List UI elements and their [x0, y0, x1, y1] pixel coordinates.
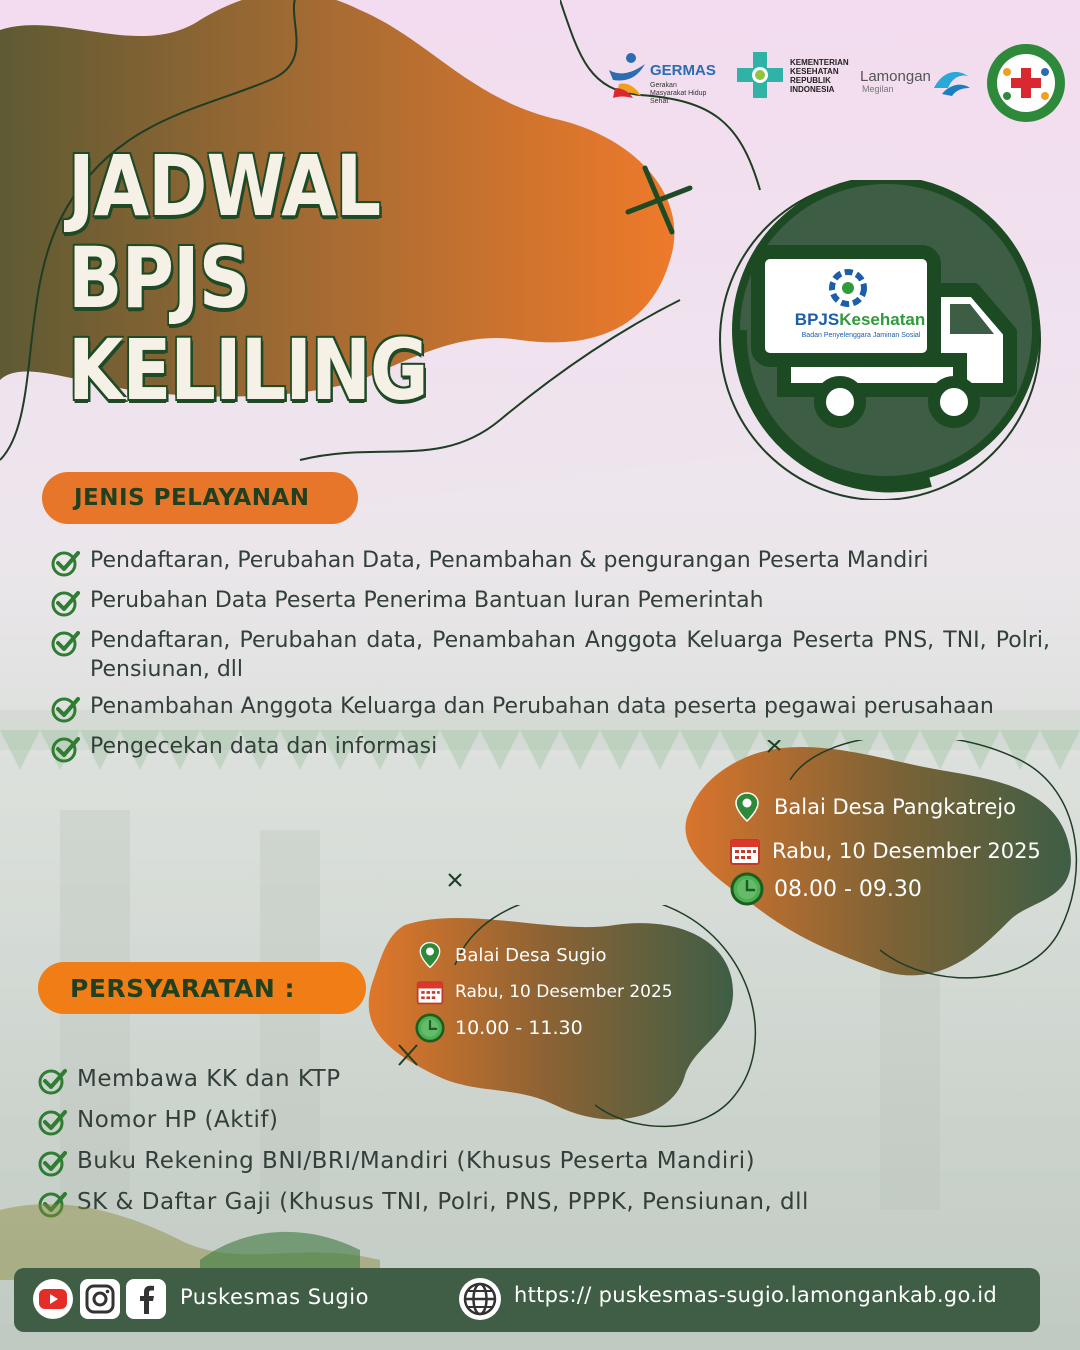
globe-icon: [458, 1277, 502, 1321]
schedule-2-time-text: 10.00 - 11.30: [455, 1017, 583, 1039]
list-item-text: Pendaftaran, Perubahan data, Penambahan Anggota Keluarga Peserta PNS, TNI, Polri, Pensiunan, dll: [90, 628, 1050, 682]
schedule-1-date: [728, 834, 1041, 868]
check-circle-icon: [37, 1148, 67, 1178]
location-pin-icon: [730, 790, 764, 824]
youtube-link[interactable]: [33, 1279, 73, 1319]
check-circle-icon: [37, 1066, 67, 1096]
list-item-text: Nomor HP (Aktif): [77, 1107, 279, 1133]
calendar-icon: [415, 977, 445, 1007]
website-link[interactable]: https:// puskesmas-sugio.lamongankab.go.id: [514, 1283, 997, 1307]
clock-icon: [415, 1013, 445, 1043]
bpjs-tagline: Badan Penyelenggara Jaminan Sosial: [801, 332, 921, 339]
list-item-text: Pendaftaran, Perubahan Data, Penambahan & pengurangan Peserta Mandiri: [90, 548, 929, 573]
clock-icon: [730, 872, 764, 906]
footer-social-name: Puskesmas Sugio: [180, 1285, 369, 1309]
kemenkes-icon: [735, 50, 785, 100]
bpjs-brand: [790, 310, 930, 330]
decorative-cross: [445, 870, 465, 890]
puskesmas-sugio-seal-icon: [985, 42, 1067, 124]
list-item-text: SK & Daftar Gaji (Khusus TNI, Polri, PNS, PPPK, Pensiunan, dll: [77, 1189, 809, 1215]
check-circle-icon: [50, 628, 80, 658]
germas-tagline: Gerakan Masyarakat Hidup Sehat: [650, 82, 707, 105]
schedule-1-time: [730, 872, 922, 906]
list-item: [50, 546, 1050, 578]
facebook-icon: [135, 1284, 157, 1314]
title-line-1: JADWAL BPJS: [68, 137, 381, 327]
instagram-link[interactable]: [80, 1279, 120, 1319]
list-item: [50, 586, 1050, 618]
calendar-icon: [728, 834, 762, 868]
schedule-1-date-text: Rabu, 10 Desember 2025: [772, 839, 1041, 863]
truck-icon: [700, 180, 1060, 500]
list-item: [37, 1146, 937, 1178]
schedule-1-location: [730, 790, 1016, 824]
schedule-2-time: [415, 1013, 583, 1043]
check-circle-icon: [37, 1107, 67, 1137]
youtube-icon: [38, 1288, 68, 1310]
kemenkes-name: KEMENTERIAN KESEHATAN REPUBLIK INDONESIA: [790, 58, 849, 94]
facebook-link[interactable]: [126, 1279, 166, 1319]
check-circle-icon: [50, 734, 80, 764]
lamongan-tagline: Megilan: [862, 84, 894, 94]
list-item: [50, 692, 1050, 724]
list-item: [37, 1064, 937, 1096]
check-circle-icon: [50, 694, 80, 724]
schedule-2-location-text: Balai Desa Sugio: [455, 944, 607, 966]
location-pin-icon: [415, 940, 445, 970]
list-item-text: Penambahan Anggota Keluarga dan Perubahan data peserta pegawai perusahaan: [90, 694, 994, 719]
list-item-text: Perubahan Data Peserta Penerima Bantuan Iuran Pemerintah: [90, 588, 764, 613]
schedule-1-time-text: 08.00 - 09.30: [774, 876, 922, 902]
list-item-text: Membawa KK dan KTP: [77, 1066, 341, 1092]
schedule-2-date-text: Rabu, 10 Desember 2025: [455, 982, 673, 1002]
list-item-text: Buku Rekening BNI/BRI/Mandiri (Khusus Peserta Mandiri): [77, 1148, 756, 1174]
jenis-pelayanan-heading: JENIS PELAYANAN: [42, 472, 358, 524]
lamongan-logo: [860, 60, 975, 105]
wave-icon: [932, 62, 972, 98]
title-line-2: KELILING: [68, 321, 428, 419]
persyaratan-heading: PERSYARATAN :: [38, 962, 366, 1014]
schedule-2-location: [415, 940, 606, 970]
list-item: [50, 626, 1050, 684]
germas-icon: [605, 50, 649, 98]
jenis-pelayanan-list: [50, 546, 1050, 772]
bpjs-brand-main: BPJS: [794, 310, 840, 329]
check-circle-icon: [50, 588, 80, 618]
kemenkes-logo: [735, 50, 855, 105]
list-item: [37, 1105, 937, 1137]
lamongan-name: Lamongan: [860, 68, 931, 85]
list-item-text: Pengecekan data dan informasi: [90, 734, 438, 759]
page-title: [68, 137, 578, 419]
schedule-1-location-text: Balai Desa Pangkatrejo: [774, 795, 1016, 819]
instagram-icon: [84, 1283, 116, 1315]
schedule-2-date: [415, 977, 673, 1007]
check-circle-icon: [50, 548, 80, 578]
germas-name: GERMAS: [650, 62, 716, 79]
bpjs-brand-accent: Kesehatan: [839, 310, 926, 329]
germas-logo: [605, 50, 725, 105]
bpjs-truck-badge: [700, 180, 1060, 500]
